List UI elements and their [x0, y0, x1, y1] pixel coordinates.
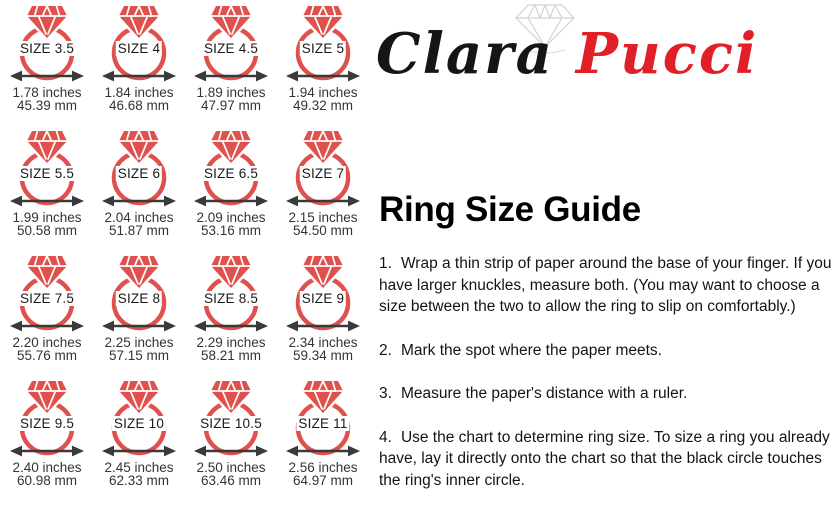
- ring-measurements: [277, 87, 369, 112]
- ring-size-label: SIZE 8: [117, 291, 161, 306]
- mm-value: 50.58 mm: [16, 222, 78, 238]
- mm-value: 54.50 mm: [292, 222, 354, 238]
- ring-size-cell: [185, 250, 277, 375]
- ring-size-label: SIZE 4: [117, 41, 161, 56]
- ring-measurements: [185, 212, 277, 237]
- ring-size-cell: [185, 375, 277, 500]
- ring-size-cell: [277, 0, 369, 125]
- ring-measurements: [277, 337, 369, 362]
- inches-value: 2.15 inches: [288, 210, 358, 225]
- mm-value: 51.87 mm: [108, 222, 170, 238]
- ring-measurements: [185, 337, 277, 362]
- ring-size-label: SIZE 8.5: [203, 291, 259, 306]
- step-number: 3.: [379, 385, 392, 402]
- step-text: Use the chart to determine ring size. To size a ring you already have, lay it directly onto the chart so that the black circle touches the ring's inner circle.: [379, 428, 830, 489]
- mm-value: 47.97 mm: [200, 97, 262, 113]
- mm-value: 59.34 mm: [292, 347, 354, 363]
- ring-measurements: [93, 87, 185, 112]
- ring-size-cell: [1, 0, 93, 125]
- inches-value: 2.29 inches: [196, 335, 266, 350]
- ring-size-label: SIZE 5.5: [19, 166, 75, 181]
- mm-value: 62.33 mm: [108, 472, 170, 488]
- step-number: 1.: [379, 255, 392, 272]
- ring-size-cell: [1, 125, 93, 250]
- ring-size-label: SIZE 3.5: [19, 41, 75, 56]
- mm-value: 63.46 mm: [200, 472, 262, 488]
- inches-value: 2.34 inches: [288, 335, 358, 350]
- step-text: Wrap a thin strip of paper around the base of your finger. If you have larger knuckles, measure both. (You may want to choose a size between the two to allow the ring to slip on comfortably.): [379, 255, 832, 315]
- ring-size-label: SIZE 9: [301, 291, 345, 306]
- inches-value: 2.45 inches: [104, 460, 174, 475]
- inches-value: 2.04 inches: [104, 210, 174, 225]
- ring-size-grid: [1, 0, 369, 500]
- ring-measurements: [277, 212, 369, 237]
- ring-measurements: [93, 212, 185, 237]
- inches-value: 1.94 inches: [288, 85, 358, 100]
- step-text: Mark the spot where the paper meets.: [400, 341, 662, 359]
- ring-size-cell: [1, 250, 93, 375]
- instruction-step: [379, 253, 839, 318]
- inches-value: 2.25 inches: [104, 335, 174, 350]
- instruction-steps: [379, 253, 839, 513]
- instruction-step: [379, 427, 839, 492]
- ring-size-label: SIZE 10: [113, 416, 165, 431]
- ring-size-cell: [93, 0, 185, 125]
- instruction-step: [379, 383, 839, 405]
- ring-measurements: [185, 462, 277, 487]
- inches-value: 2.50 inches: [196, 460, 266, 475]
- inches-value: 1.84 inches: [104, 85, 174, 100]
- ring-size-label: SIZE 4.5: [203, 41, 259, 56]
- mm-value: 55.76 mm: [16, 347, 78, 363]
- ring-size-cell: [277, 375, 369, 500]
- inches-value: 2.20 inches: [12, 335, 82, 350]
- mm-value: 58.21 mm: [200, 347, 262, 363]
- ring-size-cell: [93, 125, 185, 250]
- mm-value: 49.32 mm: [292, 97, 354, 113]
- inches-value: 1.78 inches: [12, 85, 82, 100]
- step-number: 4.: [379, 428, 392, 446]
- ring-size-cell: [185, 125, 277, 250]
- ring-size-label: SIZE 11: [298, 416, 348, 431]
- ring-measurements: [1, 212, 93, 237]
- step-text: Measure the paper's distance with a ruler.: [400, 385, 688, 402]
- step-number: 2.: [379, 341, 392, 359]
- ring-size-label: SIZE 6: [117, 166, 161, 181]
- mm-value: 60.98 mm: [16, 472, 78, 488]
- mm-value: 53.16 mm: [200, 222, 262, 238]
- ring-measurements: [1, 87, 93, 112]
- mm-value: 64.97 mm: [292, 472, 354, 488]
- ring-size-label: SIZE 7.5: [19, 291, 75, 306]
- mm-value: 45.39 mm: [16, 97, 78, 113]
- ring-size-label: SIZE 9.5: [19, 416, 75, 431]
- ring-size-cell: [185, 0, 277, 125]
- brand-logo: [374, 0, 794, 110]
- inches-value: 1.99 inches: [12, 210, 82, 225]
- logo-clara-text: Clara: [376, 21, 554, 87]
- ring-measurements: [1, 337, 93, 362]
- ring-measurements: [277, 462, 369, 487]
- inches-value: 2.40 inches: [12, 460, 82, 475]
- mm-value: 46.68 mm: [108, 97, 170, 113]
- mm-value: 57.15 mm: [108, 347, 170, 363]
- ring-size-label: SIZE 10.5: [200, 416, 262, 431]
- ring-measurements: [93, 337, 185, 362]
- logo-pucci-text: Pucci: [575, 21, 759, 87]
- ring-size-label: SIZE 5: [301, 41, 345, 56]
- ring-measurements: [185, 87, 277, 112]
- inches-value: 1.89 inches: [196, 85, 266, 100]
- ring-size-label: SIZE 7: [301, 166, 345, 181]
- ring-measurements: [93, 462, 185, 487]
- ring-size-cell: [93, 250, 185, 375]
- ring-size-cell: [93, 375, 185, 500]
- brand-name: [376, 21, 759, 87]
- ring-size-cell: [1, 375, 93, 500]
- guide-title: Ring Size Guide: [379, 190, 641, 229]
- instruction-step: [379, 340, 839, 362]
- ring-size-label: SIZE 6.5: [203, 166, 259, 181]
- ring-measurements: [1, 462, 93, 487]
- ring-size-cell: [277, 125, 369, 250]
- ring-size-cell: [277, 250, 369, 375]
- inches-value: 2.09 inches: [196, 210, 266, 225]
- inches-value: 2.56 inches: [288, 460, 358, 475]
